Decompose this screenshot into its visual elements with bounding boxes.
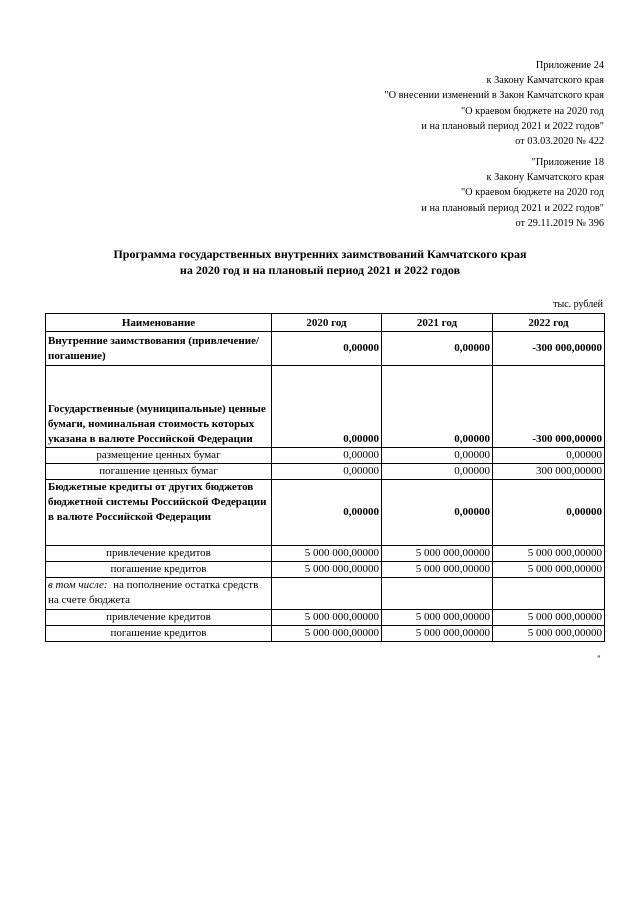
annex-24-line: и на плановый период 2021 и 2022 годов" — [421, 120, 604, 132]
annex-24-line: Приложение 24 — [535, 60, 604, 71]
value-2021: 5 000 000,00000 — [382, 562, 493, 578]
annex-24-header — [384, 58, 604, 149]
value-2022: 0,00000 — [493, 480, 605, 546]
value-2020: 0,00000 — [272, 480, 382, 546]
header-2020: 2020 год — [272, 314, 382, 332]
value-2020: 5 000 000,00000 — [272, 562, 382, 578]
value-2022 — [493, 578, 605, 610]
borrowing-program-table — [45, 313, 605, 642]
document-title — [40, 246, 600, 278]
value-2021: 5 000 000,00000 — [382, 546, 493, 562]
value-2022: 300 000,00000 — [493, 464, 605, 480]
value-2022: 5 000 000,00000 — [493, 546, 605, 562]
value-2022: 5 000 000,00000 — [493, 610, 605, 626]
table-row — [46, 480, 605, 546]
value-2022: -300 000,00000 — [493, 332, 605, 366]
including-prefix: в том числе: — [48, 579, 108, 591]
value-2021: 0,00000 — [382, 480, 493, 546]
header-name: Наименование — [46, 314, 272, 332]
annex-18-line: от 29.11.2019 № 396 — [515, 217, 604, 229]
value-2021: 0,00000 — [382, 448, 493, 464]
row-name: привлечение кредитов — [46, 546, 272, 562]
annex-24-line: от 03.03.2020 № 422 — [515, 136, 604, 148]
including-text: на пополнение остатка средств на счете бюджета — [48, 579, 259, 606]
value-2021: 0,00000 — [382, 366, 493, 448]
row-name: погашение кредитов — [46, 626, 272, 642]
row-name — [46, 578, 272, 610]
value-2022: 5 000 000,00000 — [493, 562, 605, 578]
table-row — [46, 610, 605, 626]
annex-24-line: "О внесении изменений в Закон Камчатского края — [384, 90, 604, 102]
annex-18-line: "Приложение 18 — [531, 157, 604, 168]
value-2022: 0,00000 — [493, 448, 605, 464]
unit-label: тыс. рублей — [553, 299, 603, 310]
row-name: погашение кредитов — [46, 562, 272, 578]
annex-18-line: и на плановый период 2021 и 2022 годов" — [421, 202, 604, 214]
value-2020: 0,00000 — [272, 366, 382, 448]
value-2020: 0,00000 — [272, 332, 382, 366]
row-name: Государственные (муниципальные) ценные бумаги, номинальная стоимость которых указана в валюте Российской Федерации — [46, 366, 272, 448]
table-row — [46, 366, 605, 448]
title-line-1: Программа государственных внутренних заимствований Камчатского края — [113, 247, 527, 261]
table-row — [46, 562, 605, 578]
row-name: погашение ценных бумаг — [46, 464, 272, 480]
table-row — [46, 332, 605, 366]
header-2022: 2022 год — [493, 314, 605, 332]
annex-18-line: к Закону Камчатского края — [486, 172, 604, 184]
table-row — [46, 546, 605, 562]
title-line-2: на 2020 год и на плановый период 2021 и 2022 годов — [179, 263, 461, 277]
row-name: Бюджетные кредиты от других бюджетов бюджетной системы Российской Федерации в валюте Российской Федерации — [46, 480, 272, 546]
annex-24-line: "О краевом бюджете на 2020 год — [460, 105, 604, 117]
value-2020: 5 000 000,00000 — [272, 546, 382, 562]
value-2021: 5 000 000,00000 — [382, 610, 493, 626]
value-2020: 0,00000 — [272, 464, 382, 480]
value-2020: 0,00000 — [272, 448, 382, 464]
header-2021: 2021 год — [382, 314, 493, 332]
value-2021: 0,00000 — [382, 464, 493, 480]
table-row — [46, 626, 605, 642]
value-2020 — [272, 578, 382, 610]
table-row — [46, 578, 605, 610]
value-2022: 5 000 000,00000 — [493, 626, 605, 642]
annex-18-header — [421, 155, 604, 231]
table-row — [46, 448, 605, 464]
value-2020: 5 000 000,00000 — [272, 610, 382, 626]
value-2020: 5 000 000,00000 — [272, 626, 382, 642]
table-row — [46, 464, 605, 480]
row-name: Внутренние заимствования (привлечение/погашение) — [46, 332, 272, 366]
value-2021 — [382, 578, 493, 610]
annex-24-line: к Закону Камчатского края — [486, 75, 604, 87]
value-2021: 0,00000 — [382, 332, 493, 366]
annex-18-line: "О краевом бюджете на 2020 год — [460, 187, 604, 199]
closing-quote: " — [597, 654, 601, 664]
value-2021: 5 000 000,00000 — [382, 626, 493, 642]
row-name: размещение ценных бумаг — [46, 448, 272, 464]
value-2022: -300 000,00000 — [493, 366, 605, 448]
table-header-row — [46, 314, 605, 332]
row-name: привлечение кредитов — [46, 610, 272, 626]
